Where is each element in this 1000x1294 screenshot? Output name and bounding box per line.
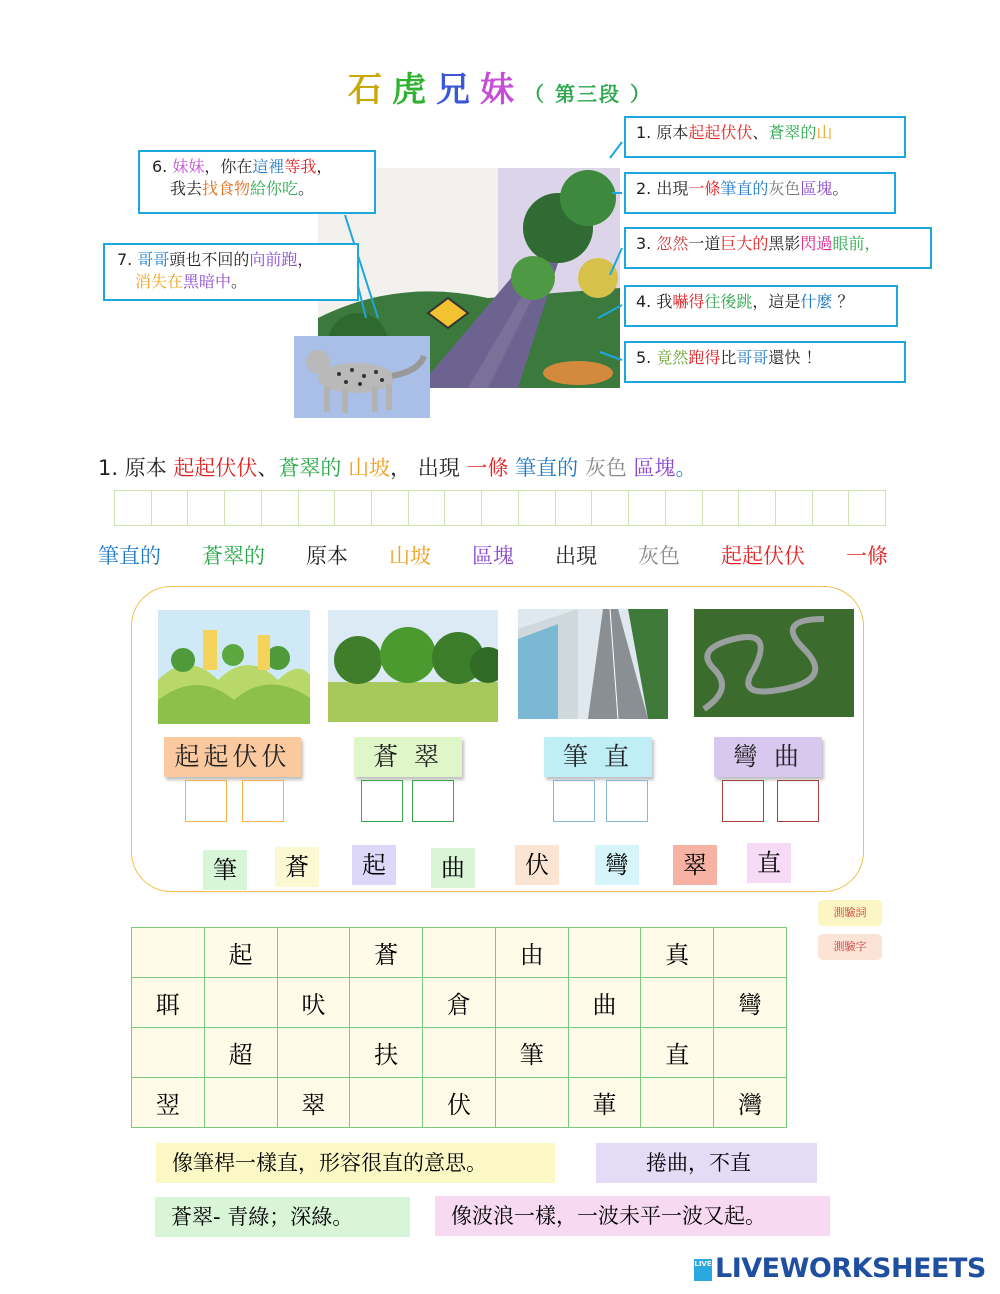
- callout-run: 7.: [117, 250, 138, 269]
- callout-run: 比: [720, 348, 737, 367]
- callout-1: [624, 116, 906, 158]
- puzzle-cell[interactable]: [641, 1078, 714, 1128]
- puzzle-cell[interactable]: 聑: [132, 978, 205, 1028]
- callout-run: 哥哥: [137, 250, 170, 269]
- title-char: 妹: [480, 70, 525, 110]
- answer-cell[interactable]: [849, 491, 885, 525]
- definition-card[interactable]: 蒼翠- 青綠；深綠。: [155, 1197, 410, 1237]
- test-word-tag[interactable]: 測驗詞: [818, 900, 882, 926]
- puzzle-cell[interactable]: [277, 928, 350, 978]
- callout-text: [636, 179, 848, 198]
- answer-cell[interactable]: [225, 491, 262, 525]
- puzzle-row: [132, 1078, 787, 1128]
- winding-road-photo: [694, 609, 854, 717]
- answer-cell[interactable]: [299, 491, 336, 525]
- answer-cell[interactable]: [592, 491, 629, 525]
- definition-card[interactable]: 像波浪一樣，一波未平一波又起。: [435, 1196, 830, 1236]
- puzzle-cell[interactable]: 真: [641, 928, 714, 978]
- answer-cell[interactable]: [409, 491, 446, 525]
- green-trees-photo: [328, 610, 498, 722]
- logo-text: LIVEWORKSHEETS: [715, 1253, 986, 1284]
- callout-run: 3.: [636, 234, 657, 253]
- callout-run: 還快 ！: [768, 348, 822, 367]
- drop-box[interactable]: [185, 780, 227, 822]
- target-sentence: [98, 452, 697, 482]
- sentence-word: 灰色: [578, 456, 627, 480]
- title-char: 石: [348, 70, 393, 110]
- callout-run: 嚇得: [672, 292, 705, 311]
- callout-run: 給你吃: [250, 179, 299, 198]
- char-chip[interactable]: 翠: [673, 845, 717, 885]
- char-chip[interactable]: 直: [747, 843, 791, 883]
- puzzle-cell[interactable]: 由: [495, 928, 568, 978]
- definition-card[interactable]: 捲曲，不直: [596, 1143, 817, 1183]
- title-subtitle: （ 第三段 ）: [524, 82, 652, 106]
- answer-cell[interactable]: [482, 491, 519, 525]
- callout-run: 這裡: [252, 157, 285, 176]
- vocab-label[interactable]: 彎 曲: [714, 737, 822, 777]
- sentence-word: 出現: [417, 456, 467, 480]
- sentence-word: 蒼翠的: [278, 456, 342, 480]
- puzzle-cell[interactable]: [277, 1028, 350, 1078]
- drop-box[interactable]: [722, 780, 764, 822]
- hills-cartoon-image: [158, 610, 310, 724]
- callout-run: ，這是: [752, 292, 801, 311]
- puzzle-cell[interactable]: 伏: [423, 1078, 496, 1128]
- drop-box[interactable]: [777, 780, 819, 822]
- callout-run: 巨大的: [720, 234, 769, 253]
- answer-cell[interactable]: [115, 491, 152, 525]
- puzzle-row: [132, 1028, 787, 1078]
- puzzle-cell[interactable]: [423, 1028, 496, 1078]
- test-char-tag[interactable]: 測驗字: [818, 934, 882, 960]
- callout-text: [636, 348, 822, 367]
- puzzle-cell[interactable]: [132, 1028, 205, 1078]
- callout-run: 向前跑: [249, 250, 298, 269]
- callout-4: [624, 285, 898, 327]
- callout-run: 6.: [152, 157, 173, 176]
- callout-run: 頭也不回的: [169, 250, 250, 269]
- callout-run: 竟然: [656, 348, 689, 367]
- callout-run: 1. 原本: [636, 123, 689, 142]
- answer-cell[interactable]: [703, 491, 740, 525]
- sentence-word: 區塊: [626, 456, 676, 480]
- callout-5: [624, 341, 906, 383]
- callout-run: 等我: [284, 157, 317, 176]
- answer-cell[interactable]: [262, 491, 299, 525]
- puzzle-cell[interactable]: [204, 978, 277, 1028]
- callout-run: 筆直的: [720, 179, 769, 198]
- word-bank-item[interactable]: 區塊: [472, 544, 514, 568]
- callout-text: [636, 292, 854, 311]
- puzzle-cell[interactable]: 灣: [714, 1078, 787, 1128]
- sentence-word: 一條: [466, 456, 509, 480]
- callout-run: 我去: [170, 179, 203, 198]
- callout-run: ，: [316, 157, 333, 176]
- callout-run: 眼前: [832, 234, 865, 253]
- char-chip[interactable]: 起: [352, 845, 396, 885]
- char-chip[interactable]: 蒼: [275, 847, 319, 887]
- sentence-answer-grid[interactable]: [114, 490, 886, 526]
- puzzle-cell[interactable]: [714, 928, 787, 978]
- sentence-word: 。: [675, 456, 697, 480]
- vocab-label[interactable]: 起起伏伏: [164, 737, 301, 777]
- answer-cell[interactable]: [556, 491, 593, 525]
- callout-run: 蒼翠的: [768, 123, 817, 142]
- answer-cell[interactable]: [188, 491, 225, 525]
- drop-box[interactable]: [242, 780, 284, 822]
- puzzle-cell[interactable]: [350, 1078, 423, 1128]
- callout-run: 消失在: [135, 272, 184, 291]
- answer-cell[interactable]: [813, 491, 850, 525]
- liveworksheets-logo: [694, 1253, 986, 1284]
- answer-cell[interactable]: [519, 491, 556, 525]
- char-chip[interactable]: 伏: [515, 845, 559, 885]
- word-bank-item[interactable]: 蒼翠的: [202, 544, 265, 568]
- answer-cell[interactable]: [629, 491, 666, 525]
- puzzle-cell[interactable]: [495, 978, 568, 1028]
- callout-text: [152, 156, 364, 178]
- callout-run: 一條: [688, 179, 721, 198]
- callout-run: 4. 我: [636, 292, 673, 311]
- drop-box[interactable]: [606, 780, 648, 822]
- callout-7: [103, 243, 359, 301]
- character-puzzle-grid: [131, 927, 787, 1128]
- puzzle-cell[interactable]: [423, 928, 496, 978]
- word-bank-item[interactable]: 灰色: [638, 544, 680, 568]
- puzzle-cell[interactable]: [132, 928, 205, 978]
- answer-cell[interactable]: [335, 491, 372, 525]
- puzzle-cell[interactable]: [568, 1028, 641, 1078]
- puzzle-cell[interactable]: 筆: [495, 1028, 568, 1078]
- callout-run: 灰色: [768, 179, 801, 198]
- callout-text: [117, 249, 347, 271]
- puzzle-cell[interactable]: [495, 1078, 568, 1128]
- char-chip[interactable]: 彎: [595, 845, 639, 885]
- callout-run: 。: [832, 179, 849, 198]
- title-char: 兄: [436, 70, 481, 110]
- callout-run: 一道: [688, 234, 721, 253]
- title-char: 虎: [392, 70, 437, 110]
- logo-badge: LIVE: [694, 1259, 712, 1281]
- callout-run: ，你在: [204, 157, 253, 176]
- word-bank-item[interactable]: 原本: [306, 544, 348, 568]
- straight-road-photo: [518, 609, 668, 719]
- puzzle-cell[interactable]: [641, 978, 714, 1028]
- callout-run: ？: [832, 292, 854, 311]
- puzzle-cell[interactable]: 起: [204, 928, 277, 978]
- callout-run: 黑影: [768, 234, 801, 253]
- callout-2: [624, 172, 896, 214]
- drop-box[interactable]: [361, 780, 403, 822]
- callout-run: 。: [231, 272, 248, 291]
- callout-run: 、: [752, 123, 769, 142]
- callout-run: 黑暗中: [183, 272, 232, 291]
- callout-run: 什麼: [800, 292, 833, 311]
- sentence-word: ，: [390, 456, 418, 480]
- puzzle-cell[interactable]: 倉: [423, 978, 496, 1028]
- puzzle-row: [132, 978, 787, 1028]
- puzzle-cell[interactable]: 曲: [568, 978, 641, 1028]
- callout-run: ，: [864, 234, 881, 253]
- callout-run: 起起伏伏: [688, 123, 753, 142]
- answer-cell[interactable]: [152, 491, 189, 525]
- sentence-word: 1. 原本: [98, 456, 174, 480]
- word-bank-item[interactable]: 出現: [555, 544, 597, 568]
- puzzle-cell[interactable]: [714, 1028, 787, 1078]
- sentence-word: 、: [257, 456, 279, 480]
- word-bank-item[interactable]: 起起伏伏: [721, 544, 805, 568]
- leopard-cat-image: [294, 336, 430, 418]
- vocab-label[interactable]: 蒼 翠: [354, 737, 462, 777]
- char-chip[interactable]: 曲: [431, 848, 475, 888]
- word-bank-item[interactable]: 筆直的: [98, 544, 161, 568]
- callout-run: 妹妹: [172, 157, 205, 176]
- word-bank: [98, 540, 888, 570]
- callout-run: 哥哥: [736, 348, 769, 367]
- callout-6: [138, 150, 376, 214]
- callout-run: 找食物: [202, 179, 251, 198]
- sentence-word: 起起伏伏: [173, 456, 258, 480]
- callout-run: 。: [298, 179, 315, 198]
- puzzle-cell[interactable]: 吠: [277, 978, 350, 1028]
- callout-run: 山: [816, 123, 833, 142]
- callout-run: 跑得: [688, 348, 721, 367]
- puzzle-cell[interactable]: [350, 978, 423, 1028]
- drop-box[interactable]: [412, 780, 454, 822]
- drop-box[interactable]: [553, 780, 595, 822]
- puzzle-cell[interactable]: 扶: [350, 1028, 423, 1078]
- puzzle-cell[interactable]: 蒼: [350, 928, 423, 978]
- callout-run: 5.: [636, 348, 657, 367]
- answer-cell[interactable]: [666, 491, 703, 525]
- sentence-word: 筆直的: [508, 456, 579, 480]
- puzzle-cell[interactable]: 翠: [277, 1078, 350, 1128]
- callout-3: [624, 227, 932, 269]
- sentence-word: 山坡: [341, 456, 391, 480]
- word-bank-item[interactable]: 一條: [846, 544, 888, 568]
- puzzle-cell[interactable]: 超: [204, 1028, 277, 1078]
- callout-run: 往後跳: [704, 292, 753, 311]
- worksheet-title: [0, 62, 1000, 111]
- answer-cell[interactable]: [776, 491, 813, 525]
- callout-run: 區塊: [800, 179, 833, 198]
- word-bank-item[interactable]: 山坡: [389, 544, 431, 568]
- puzzle-cell[interactable]: 莗: [568, 1078, 641, 1128]
- char-chip[interactable]: 筆: [203, 850, 247, 890]
- callout-run: ，: [297, 250, 314, 269]
- callout-text: [152, 178, 364, 200]
- callout-text: [117, 271, 347, 293]
- vocab-label[interactable]: 筆 直: [544, 737, 652, 777]
- answer-cell[interactable]: [445, 491, 482, 525]
- callout-run: 閃過: [800, 234, 833, 253]
- callout-run: 忽然: [656, 234, 689, 253]
- puzzle-row: [132, 928, 787, 978]
- puzzle-cell[interactable]: [568, 928, 641, 978]
- puzzle-cell[interactable]: 彎: [714, 978, 787, 1028]
- puzzle-cell[interactable]: [204, 1078, 277, 1128]
- answer-cell[interactable]: [739, 491, 776, 525]
- puzzle-cell[interactable]: 直: [641, 1028, 714, 1078]
- callout-text: [636, 123, 832, 142]
- callout-run: 2. 出現: [636, 179, 689, 198]
- answer-cell[interactable]: [372, 491, 409, 525]
- puzzle-cell[interactable]: 翌: [132, 1078, 205, 1128]
- callout-text: [636, 234, 880, 253]
- definition-card[interactable]: 像筆桿一樣直，形容很直的意思。: [156, 1143, 555, 1183]
